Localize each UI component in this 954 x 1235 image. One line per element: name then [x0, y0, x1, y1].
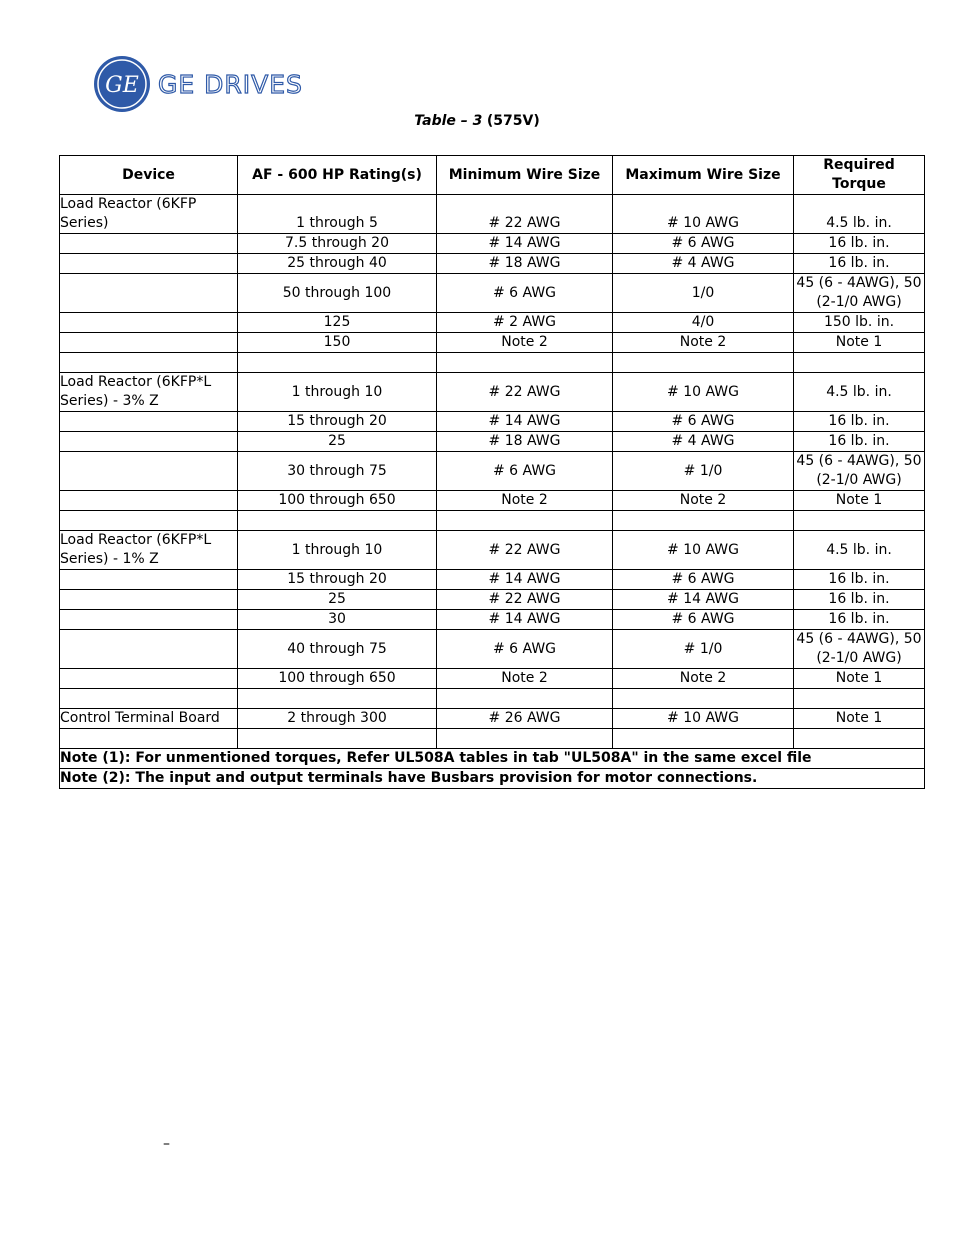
table-row [60, 511, 925, 531]
cell-torque: Note 1 [794, 333, 925, 353]
cell-hp-rating: 25 [238, 432, 437, 452]
footer-mark: – [163, 1136, 170, 1152]
cell-device: Load Reactor (6KFP*L Series) - 3% Z [60, 373, 238, 412]
table-row [60, 709, 925, 729]
cell-min-wire: # 6 AWG [437, 274, 613, 313]
table-row [60, 689, 925, 709]
header-torque: Required Torque [794, 156, 925, 195]
cell-torque: 45 (6 - 4AWG), 50 (2-1/0 AWG) [794, 274, 925, 313]
cell-min-wire: # 22 AWG [437, 195, 613, 234]
cell-max-wire [613, 729, 794, 749]
cell-max-wire: # 6 AWG [613, 412, 794, 432]
table-note: Note (2): The input and output terminals have Busbars provision for motor connections. [60, 769, 925, 789]
cell-min-wire [437, 511, 613, 531]
ge-drives-logo [92, 56, 303, 112]
cell-torque [794, 353, 925, 373]
cell-device [60, 491, 238, 511]
cell-torque: 16 lb. in. [794, 254, 925, 274]
table-row [60, 373, 925, 412]
cell-min-wire [437, 689, 613, 709]
cell-device [60, 274, 238, 313]
cell-max-wire: # 6 AWG [613, 570, 794, 590]
cell-torque: 16 lb. in. [794, 570, 925, 590]
cell-max-wire: # 10 AWG [613, 373, 794, 412]
header-device: Device [60, 156, 238, 195]
table-note: Note (1): For unmentioned torques, Refer UL508A tables in tab "UL508A" in the same excel file [60, 749, 925, 769]
header-hp-rating: AF - 600 HP Rating(s) [238, 156, 437, 195]
cell-device: Load Reactor (6KFP Series) [60, 195, 238, 234]
cell-hp-rating: 30 through 75 [238, 452, 437, 491]
cell-max-wire: # 4 AWG [613, 432, 794, 452]
note-row [60, 749, 925, 769]
cell-min-wire: # 18 AWG [437, 254, 613, 274]
cell-hp-rating: 25 [238, 590, 437, 610]
logo-text: GE DRIVES [158, 69, 303, 99]
cell-device [60, 511, 238, 531]
cell-min-wire [437, 729, 613, 749]
table-row [60, 590, 925, 610]
cell-torque: 4.5 lb. in. [794, 531, 925, 570]
wire-torque-table [59, 155, 925, 789]
cell-torque [794, 511, 925, 531]
cell-min-wire [437, 353, 613, 373]
cell-hp-rating [238, 511, 437, 531]
cell-hp-rating [238, 729, 437, 749]
cell-torque: Note 1 [794, 491, 925, 511]
cell-min-wire: Note 2 [437, 669, 613, 689]
cell-hp-rating: 40 through 75 [238, 630, 437, 669]
cell-hp-rating [238, 353, 437, 373]
cell-max-wire: # 10 AWG [613, 709, 794, 729]
cell-device [60, 590, 238, 610]
table-row [60, 610, 925, 630]
cell-hp-rating: 150 [238, 333, 437, 353]
table-row [60, 195, 925, 234]
cell-hp-rating: 1 through 5 [238, 195, 437, 234]
cell-max-wire: # 1/0 [613, 452, 794, 491]
cell-torque: 45 (6 - 4AWG), 50 (2-1/0 AWG) [794, 452, 925, 491]
cell-torque [794, 689, 925, 709]
cell-device [60, 234, 238, 254]
cell-device [60, 452, 238, 491]
cell-min-wire: # 14 AWG [437, 234, 613, 254]
header-min-wire: Minimum Wire Size [437, 156, 613, 195]
cell-max-wire [613, 511, 794, 531]
cell-max-wire: # 14 AWG [613, 590, 794, 610]
cell-torque: 4.5 lb. in. [794, 373, 925, 412]
table-row [60, 669, 925, 689]
cell-max-wire [613, 353, 794, 373]
cell-hp-rating: 100 through 650 [238, 669, 437, 689]
cell-hp-rating: 15 through 20 [238, 570, 437, 590]
cell-max-wire: 1/0 [613, 274, 794, 313]
cell-max-wire: # 4 AWG [613, 254, 794, 274]
cell-hp-rating: 30 [238, 610, 437, 630]
cell-min-wire: # 14 AWG [437, 610, 613, 630]
cell-min-wire: # 22 AWG [437, 373, 613, 412]
cell-min-wire: # 2 AWG [437, 313, 613, 333]
cell-device [60, 689, 238, 709]
cell-device [60, 570, 238, 590]
cell-max-wire: # 6 AWG [613, 610, 794, 630]
cell-torque: 4.5 lb. in. [794, 195, 925, 234]
cell-hp-rating: 15 through 20 [238, 412, 437, 432]
cell-device: Load Reactor (6KFP*L Series) - 1% Z [60, 531, 238, 570]
table-row [60, 353, 925, 373]
cell-torque: 16 lb. in. [794, 590, 925, 610]
table-row [60, 412, 925, 432]
cell-max-wire: Note 2 [613, 333, 794, 353]
svg-text:GE: GE [105, 73, 139, 98]
cell-device [60, 610, 238, 630]
table-row [60, 570, 925, 590]
table-row [60, 234, 925, 254]
cell-hp-rating: 1 through 10 [238, 531, 437, 570]
cell-torque: 16 lb. in. [794, 432, 925, 452]
cell-min-wire: # 6 AWG [437, 630, 613, 669]
table-row [60, 491, 925, 511]
cell-torque: 150 lb. in. [794, 313, 925, 333]
caption-title: Table – 3 [414, 113, 483, 129]
cell-hp-rating: 125 [238, 313, 437, 333]
cell-hp-rating: 100 through 650 [238, 491, 437, 511]
cell-torque: 16 lb. in. [794, 412, 925, 432]
table-row [60, 452, 925, 491]
ge-monogram-icon [92, 56, 152, 112]
cell-device [60, 333, 238, 353]
cell-min-wire: Note 2 [437, 333, 613, 353]
cell-device: Control Terminal Board [60, 709, 238, 729]
cell-device [60, 729, 238, 749]
cell-torque [794, 729, 925, 749]
table-caption [0, 113, 954, 129]
cell-torque: 45 (6 - 4AWG), 50 (2-1/0 AWG) [794, 630, 925, 669]
table-row [60, 313, 925, 333]
cell-max-wire: 4/0 [613, 313, 794, 333]
table-row [60, 333, 925, 353]
cell-torque: Note 1 [794, 709, 925, 729]
table-row [60, 630, 925, 669]
table-row [60, 432, 925, 452]
cell-max-wire: # 10 AWG [613, 195, 794, 234]
cell-device [60, 669, 238, 689]
table-header-row [60, 156, 925, 195]
cell-min-wire: # 6 AWG [437, 452, 613, 491]
caption-voltage: (575V) [486, 113, 540, 129]
cell-device [60, 353, 238, 373]
table-row [60, 729, 925, 749]
cell-max-wire: Note 2 [613, 491, 794, 511]
cell-hp-rating: 2 through 300 [238, 709, 437, 729]
cell-min-wire: # 14 AWG [437, 570, 613, 590]
note-row [60, 769, 925, 789]
cell-hp-rating [238, 689, 437, 709]
cell-min-wire: # 22 AWG [437, 590, 613, 610]
cell-device [60, 313, 238, 333]
cell-min-wire: # 14 AWG [437, 412, 613, 432]
cell-hp-rating: 1 through 10 [238, 373, 437, 412]
cell-max-wire [613, 689, 794, 709]
cell-device [60, 630, 238, 669]
table-row [60, 531, 925, 570]
cell-min-wire: # 22 AWG [437, 531, 613, 570]
cell-max-wire: # 10 AWG [613, 531, 794, 570]
cell-device [60, 254, 238, 274]
cell-device [60, 412, 238, 432]
table-row [60, 274, 925, 313]
cell-max-wire: # 6 AWG [613, 234, 794, 254]
cell-hp-rating: 7.5 through 20 [238, 234, 437, 254]
header-max-wire: Maximum Wire Size [613, 156, 794, 195]
cell-torque: 16 lb. in. [794, 234, 925, 254]
cell-min-wire: # 26 AWG [437, 709, 613, 729]
cell-torque: Note 1 [794, 669, 925, 689]
cell-hp-rating: 50 through 100 [238, 274, 437, 313]
cell-hp-rating: 25 through 40 [238, 254, 437, 274]
cell-min-wire: # 18 AWG [437, 432, 613, 452]
cell-max-wire: Note 2 [613, 669, 794, 689]
cell-device [60, 432, 238, 452]
cell-torque: 16 lb. in. [794, 610, 925, 630]
cell-max-wire: # 1/0 [613, 630, 794, 669]
cell-min-wire: Note 2 [437, 491, 613, 511]
table-row [60, 254, 925, 274]
